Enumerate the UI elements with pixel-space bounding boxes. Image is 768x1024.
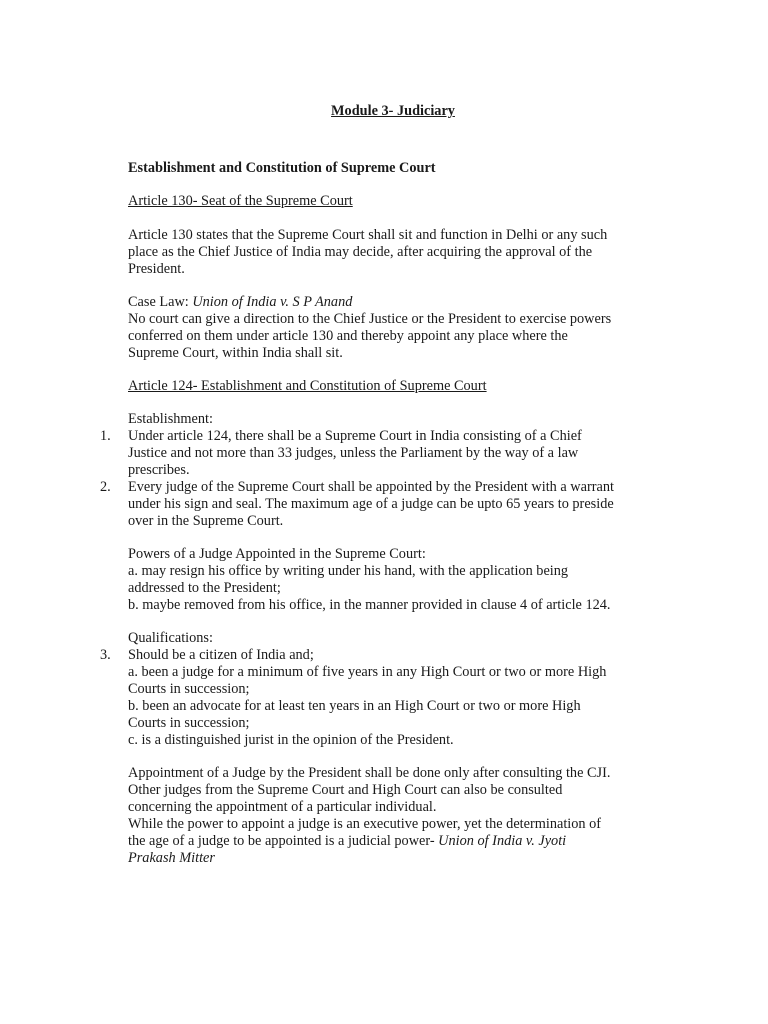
- section-heading: Establishment and Constitution of Supreme Court: [128, 160, 436, 176]
- list-item-line: a. been a judge for a minimum of five years in any High Court or two or more High: [128, 664, 607, 680]
- paragraph-line: No court can give a direction to the Chief Justice or the President to exercise powers: [128, 311, 612, 327]
- paragraph-line: Powers of a Judge Appointed in the Supreme Court:: [128, 546, 426, 562]
- list-item-line: Justice and not more than 33 judges, unless the Parliament by the way of a law: [128, 445, 579, 461]
- paragraph-line: Appointment of a Judge by the President shall be done only after consulting the CJI.: [128, 765, 611, 781]
- paragraph-text: the age of a judge to be appointed is a judicial power-: [128, 833, 439, 849]
- paragraph-line: President.: [128, 261, 185, 277]
- paragraph-line: Article 130 states that the Supreme Court shall sit and function in Delhi or any such: [128, 227, 608, 243]
- list-item: [128, 428, 668, 479]
- article-124-heading: Article 124- Establishment and Constitution of Supreme Court: [128, 378, 487, 394]
- paragraph-line: concerning the appointment of a particular individual.: [128, 799, 437, 815]
- list-item-line: under his sign and seal. The maximum age of a judge can be upto 65 years to preside: [128, 496, 614, 512]
- case-law-paragraph: [128, 294, 668, 362]
- paragraph-line: b. maybe removed from his office, in the manner provided in clause 4 of article 124.: [128, 597, 611, 613]
- list-item-line: over in the Supreme Court.: [128, 513, 284, 529]
- paragraph-line: place as the Chief Justice of India may decide, after acquiring the approval of the: [128, 244, 593, 260]
- case-law-name: Prakash Mitter: [128, 850, 215, 866]
- qualifications-label: Qualifications:: [128, 630, 213, 646]
- document-title: Module 3- Judiciary: [331, 103, 455, 119]
- establishment-label: Establishment:: [128, 411, 213, 427]
- list-number: 3.: [100, 647, 111, 663]
- powers-paragraph: [128, 546, 668, 614]
- list-number: 2.: [100, 479, 111, 495]
- list-item-line: c. is a distinguished jurist in the opinion of the President.: [128, 732, 454, 748]
- list-item-line: b. been an advocate for at least ten years in an High Court or two or more High: [128, 698, 581, 714]
- list-item-line: Courts in succession;: [128, 715, 250, 731]
- list-number: 1.: [100, 428, 111, 444]
- list-item-line: prescribes.: [128, 462, 190, 478]
- appointment-paragraph: [128, 765, 668, 867]
- case-law-name: Union of India v. S P Anand: [192, 294, 353, 310]
- paragraph-line: While the power to appoint a judge is an executive power, yet the determination of: [128, 816, 602, 832]
- paragraph-line: [128, 850, 668, 867]
- case-law-name: Union of India v. Jyoti: [438, 833, 567, 849]
- article-130-paragraph: [128, 227, 668, 278]
- paragraph-line: conferred on them under article 130 and thereby appoint any place where the: [128, 328, 568, 344]
- list-item-line: Courts in succession;: [128, 681, 250, 697]
- list-item-line: Every judge of the Supreme Court shall be appointed by the President with a warrant: [128, 479, 614, 495]
- list-item-line: Under article 124, there shall be a Supreme Court in India consisting of a Chief: [128, 428, 582, 444]
- paragraph-line: Supreme Court, within India shall sit.: [128, 345, 343, 361]
- case-law-label: Case Law:: [128, 294, 193, 310]
- paragraph-line: addressed to the President;: [128, 580, 281, 596]
- list-item: [128, 647, 668, 749]
- list-item-line: Should be a citizen of India and;: [128, 647, 314, 663]
- paragraph-line: Other judges from the Supreme Court and High Court can also be consulted: [128, 782, 563, 798]
- list-item: [128, 479, 668, 530]
- article-124-heading-block: [128, 378, 668, 395]
- paragraph-line: a. may resign his office by writing under his hand, with the application being: [128, 563, 569, 579]
- paragraph-line: [128, 833, 668, 850]
- article-130-heading: Article 130- Seat of the Supreme Court: [128, 193, 353, 209]
- article-130-heading-block: [128, 193, 668, 210]
- case-law-line: [128, 294, 668, 311]
